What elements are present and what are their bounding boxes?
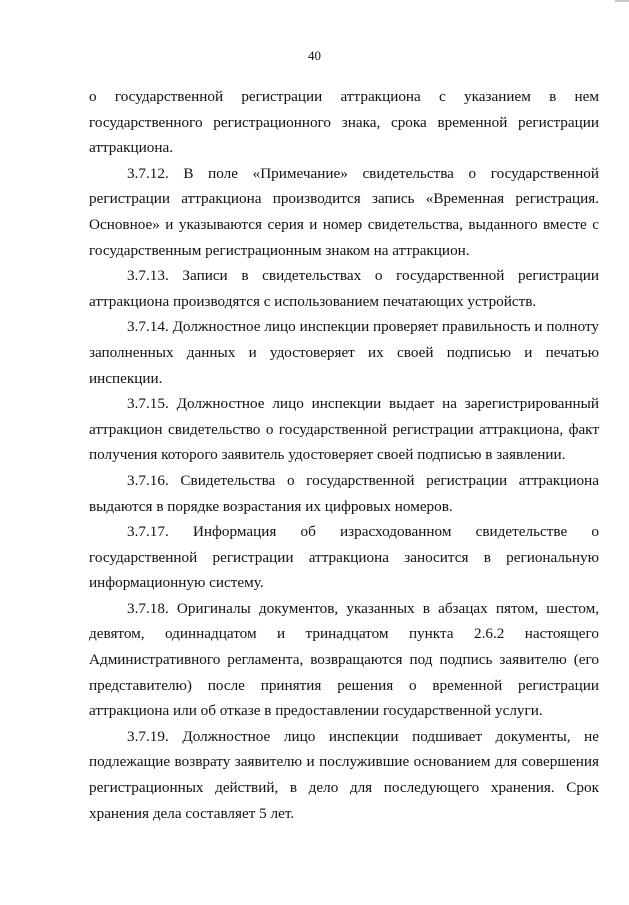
paragraph-3-7-13: 3.7.13. Записи в свидетельствах о государственной регистрации аттракциона производятся с использованием печатающих устройств. (89, 267, 599, 310)
paragraph-continuation: о государственной регистрации аттракциона с указанием в нем государственного регистрационного знака, срока временной регистрации аттракциона. (89, 88, 599, 157)
paragraph-3-7-17: 3.7.17. Информация об израсходованном свидетельстве о государственной регистрации аттракциона заносится в региональную информационную систему. (89, 523, 599, 592)
page-number: 40 (308, 48, 321, 63)
paragraph-3-7-15: 3.7.15. Должностное лицо инспекции выдает на зарегистрированный аттракцион свидетельство о государственной регистрации аттракциона, факт получения которого заявитель удостоверяет своей подписью в заявлении. (89, 395, 599, 464)
scan-corner-mark (615, 0, 629, 2)
paragraph-3-7-18: 3.7.18. Оригиналы документов, указанных в абзацах пятом, шестом, девятом, одиннадцатом и тринадцатом пункта 2.6.2 настоящего Административного регламента, возвращаются под подпись заявителю (его представителю) после принятия решения о временной регистрации аттракциона или об отказе в предоставлении государственной услуги. (89, 599, 599, 720)
paragraph-3-7-12: 3.7.12. В поле «Примечание» свидетельства о государственной регистрации аттракциона производится запись «Временная регистрация. Основное» и указываются серия и номер свидетельства, выданного вместе с государственным регистрационным знаком на аттракцион. (89, 164, 599, 259)
paragraph-3-7-16: 3.7.16. Свидетельства о государственной регистрации аттракциона выдаются в порядке возрастания их цифровых номеров. (89, 471, 599, 515)
document-body (89, 84, 599, 826)
paragraph-3-7-14: 3.7.14. Должностное лицо инспекции проверяет правильность и полноту заполненных данных и удостоверяет их своей подписью и печатью инспекции. (89, 318, 599, 387)
paragraph-3-7-19: 3.7.19. Должностное лицо инспекции подшивает документы, не подлежащие возврату заявителю и послужившие основанием для совершения регистрационных действий, в дело для последующего хранения. Срок хранения дела составляет 5 лет. (89, 727, 599, 822)
